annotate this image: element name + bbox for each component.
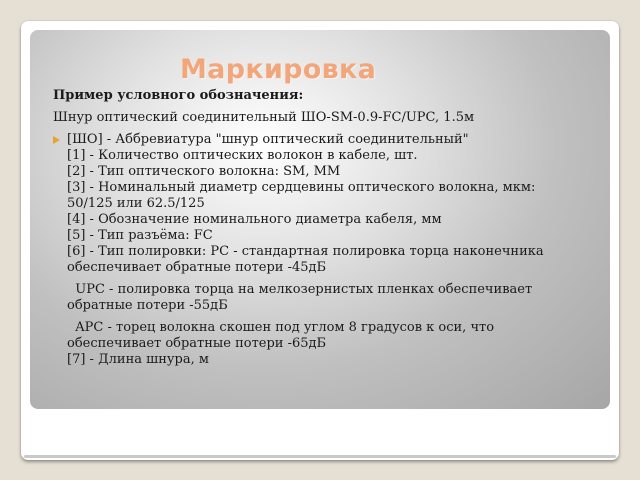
- example-heading: Пример условного обозначения:: [53, 88, 304, 103]
- legend-line-pc-loss: обеспечивает обратные потери -45дБ: [67, 260, 327, 275]
- legend-line-connector-type: [5] - Тип разъёма: FC: [67, 228, 213, 243]
- legend-line-core-diameter: [3] - Номинальный диаметр сердцевины оптического волокна, мкм:: [67, 180, 536, 195]
- slide-bottom-divider: [24, 455, 616, 458]
- legend-line-abbreviation: [ШО] - Аббревиатура "шнур оптический соединительный": [67, 132, 469, 147]
- legend-line-polish-type: [6] - Тип полировки: PC - стандартная полировка торца наконечника: [67, 244, 544, 259]
- legend-line-upc-loss: обратные потери -55дБ: [67, 298, 228, 313]
- example-designation: Шнур оптический соединительный ШО-SM-0.9-FC/UPC, 1.5м: [53, 110, 475, 125]
- legend-line-fiber-type: [2] - Тип оптического волокна: SM, MM: [67, 164, 341, 179]
- slide-body: [53, 88, 598, 368]
- legend-line-cable-diameter: [4] - Обозначение номинального диаметра кабеля, мм: [67, 212, 442, 227]
- legend-line-fiber-count: [1] - Количество оптических волокон в кабеле, шт.: [67, 148, 418, 163]
- slide-title: Маркировка: [180, 54, 377, 85]
- legend-line-apc-loss: обеспечивает обратные потери -65дБ: [67, 336, 327, 351]
- legend-line-cord-length: [7] - Длина шнура, м: [67, 352, 209, 367]
- legend-line-core-diameter-values: 50/125 или 62.5/125: [67, 196, 205, 211]
- legend-line-upc: UPC - полировка торца на мелкозернистых пленках обеспечивает: [67, 282, 533, 297]
- designation-legend-list: [53, 132, 598, 368]
- legend-line-apc: APC - торец волокна скошен под углом 8 градусов к оси, что: [67, 320, 495, 335]
- bullet-arrow-icon: [53, 136, 60, 144]
